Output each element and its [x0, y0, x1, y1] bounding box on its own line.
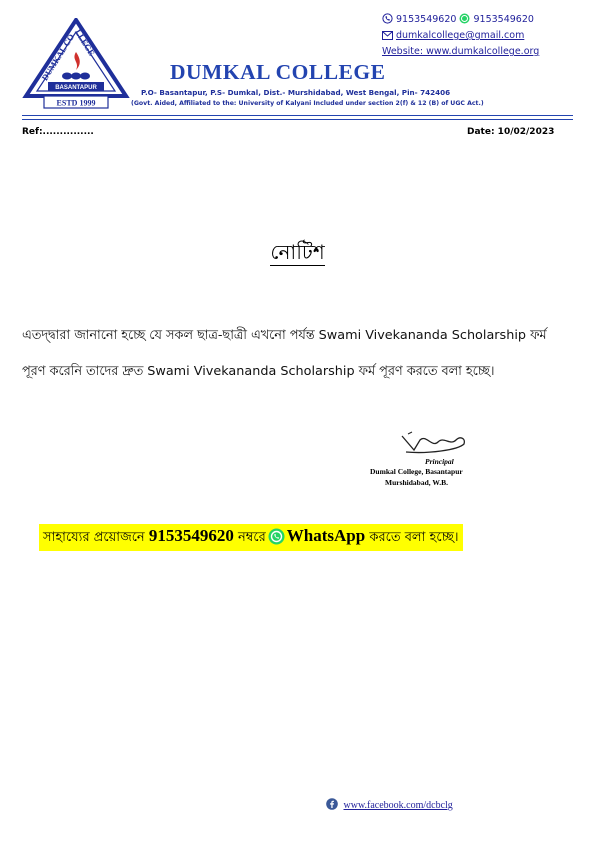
- phone-number-2[interactable]: 9153549620: [473, 14, 534, 25]
- help-suffix: করতে বলা হচ্ছে।: [369, 530, 459, 545]
- phone-number-1[interactable]: 9153549620: [396, 14, 457, 25]
- college-name: DUMKAL COLLEGE: [170, 60, 386, 84]
- facebook-icon: [326, 798, 338, 813]
- facebook-link[interactable]: www.facebook.com/dcbclg: [343, 800, 453, 811]
- college-affiliation: (Govt. Aided, Affiliated to the: University of Kalyani Included under section 2(f) & 12 (B) of UGC Act.): [131, 100, 484, 107]
- signature-title: Principal: [425, 457, 454, 466]
- phone-icon: [382, 13, 393, 29]
- signature-place: Murshidabad, W.B.: [385, 478, 448, 487]
- email-row: [382, 29, 539, 45]
- notice-title: নোটিশ: [270, 240, 325, 264]
- logo-estd: ESTD 1999: [56, 98, 96, 108]
- flame-icon: [74, 52, 79, 70]
- reference-number: Ref:...............: [22, 127, 94, 137]
- header-divider-top: [22, 115, 573, 116]
- website-row: [382, 45, 539, 59]
- principal-signature: [398, 430, 470, 458]
- email-link[interactable]: dumkalcollege@gmail.com: [396, 30, 525, 41]
- whatsapp-icon: [268, 528, 285, 549]
- college-address: P.O- Basantapur, P.S- Dumkal, Dist.- Murshidabad, West Bengal, Pin- 742406: [141, 88, 451, 97]
- help-phone-number[interactable]: 9153549620: [148, 526, 234, 545]
- mail-icon: [382, 31, 393, 45]
- help-app-name: WhatsApp: [286, 526, 366, 545]
- notice-title-wrap: [0, 238, 595, 271]
- website-link[interactable]: Website: www.dumkalcollege.org: [382, 46, 540, 57]
- notice-date: Date: 10/02/2023: [467, 127, 555, 137]
- whatsapp-icon: [459, 13, 470, 29]
- help-prefix: সাহায্যের প্রয়োজনে: [43, 530, 145, 545]
- footer: [326, 798, 453, 813]
- phone-row: [382, 13, 539, 29]
- help-banner: [39, 524, 463, 551]
- college-logo: [22, 18, 130, 110]
- contact-block: [382, 13, 539, 59]
- header-divider-bottom: [22, 119, 573, 120]
- logo-place: BASANTAPUR: [55, 85, 97, 91]
- help-middle: নম্বরে: [237, 530, 266, 545]
- notice-body: এতদ্দ্বারা জানানো হচ্ছে যে সকল ছাত্র-ছাত্রী এখনো পর্যন্ত Swami Vivekananda Scholarship ফর্ম পূরণ করেনি তাদের দ্রুত Swami Vivekananda Scholarship ফর্ম পূরণ করতে বলা হচ্ছে।: [22, 328, 547, 379]
- logo-ring-text: DUMKAL COLLEGE: [39, 27, 97, 83]
- books-icon: [62, 73, 90, 80]
- signature-college: Dumkal College, Basantapur: [370, 467, 463, 476]
